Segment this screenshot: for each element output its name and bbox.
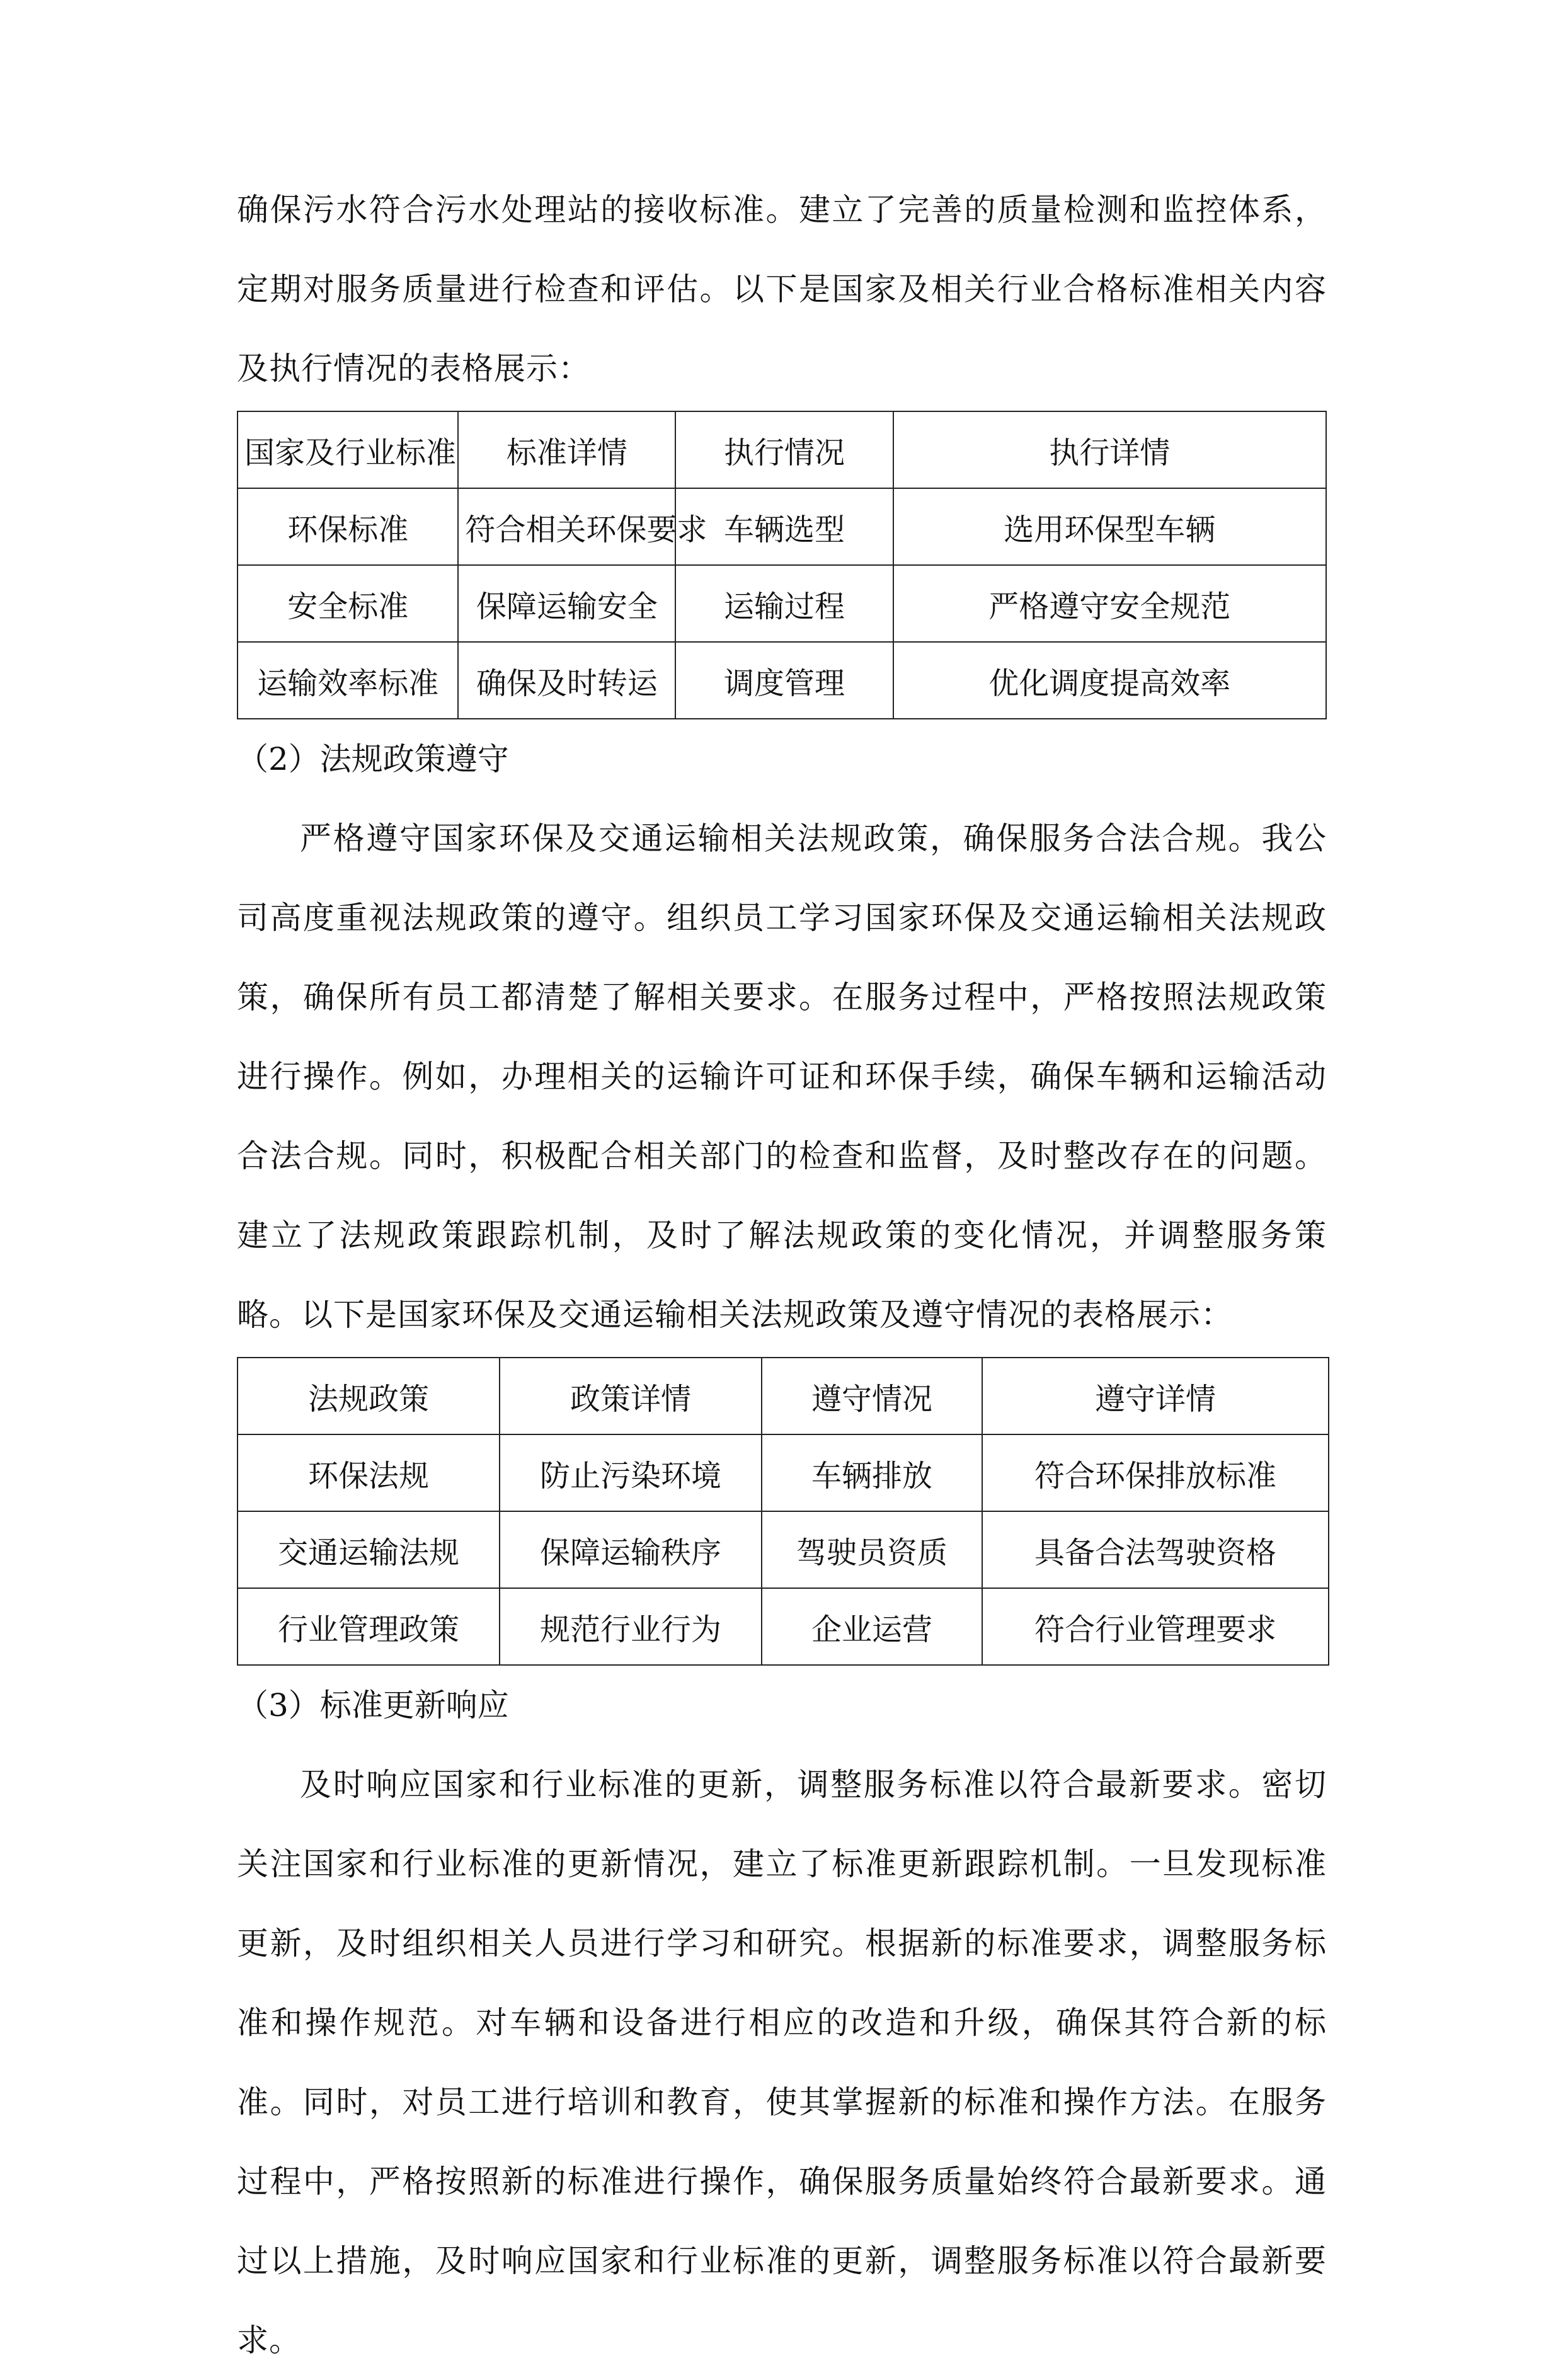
table-cell: 运输过程 [675, 565, 893, 642]
section-heading-standard-updates: （3）标准更新响应 [237, 1687, 509, 1724]
table-cell: 保障运输安全 [458, 565, 675, 642]
table-cell: 符合相关环保要求 [458, 488, 675, 565]
table-row [238, 565, 1326, 642]
table-row [238, 488, 1326, 565]
table-cell: 交通运输法规 [238, 1511, 500, 1588]
table-cell: 车辆选型 [675, 488, 893, 565]
table-cell: 具备合法驾驶资格 [982, 1511, 1329, 1588]
table-cell: 车辆排放 [762, 1434, 982, 1511]
table-cell: 符合行业管理要求 [982, 1588, 1329, 1665]
section-heading-regulations: （2）法规政策遵守 [237, 741, 509, 777]
table-cell: 优化调度提高效率 [893, 642, 1326, 719]
table-header-row [238, 411, 1326, 488]
table-cell: 选用环保型车辆 [893, 488, 1326, 565]
table-cell: 规范行业行为 [500, 1588, 762, 1665]
table-cell: 确保及时转运 [458, 642, 675, 719]
table-cell: 行业管理政策 [238, 1588, 500, 1665]
table-header-cell: 政策详情 [500, 1358, 762, 1434]
table-header-cell: 遵守情况 [762, 1358, 982, 1434]
table-row [238, 1434, 1329, 1511]
table-cell: 符合环保排放标准 [982, 1434, 1329, 1511]
table-cell: 环保标准 [238, 488, 458, 565]
standards-table [237, 411, 1327, 719]
table-cell: 企业运营 [762, 1588, 982, 1665]
table-cell: 保障运输秩序 [500, 1511, 762, 1588]
standard-updates-paragraph: 及时响应国家和行业标准的更新，调整服务标准以符合最新要求。密切关注国家和行业标准的更新情况，建立了标准更新跟踪机制。一旦发现标准更新，及时组织相关人员进行学习和研究。根据新的标准要求，调整服务标准和操作规范。对车辆和设备进行相应的改造和升级，确保其符合新的标准。同时，对员工进行培训和教育，使其掌握新的标准和操作方法。在服务过程中，严格按照新的标准进行操作，确保服务质量始终符合最新要求。通过以上措施，及时响应国家和行业标准的更新，调整服务标准以符合最新要求。 [237, 1766, 1327, 2359]
regulations-paragraph: 严格遵守国家环保及交通运输相关法规政策，确保服务合法合规。我公司高度重视法规政策的遵守。组织员工学习国家环保及交通运输相关法规政策，确保所有员工都清楚了解相关要求。在服务过程中，严格按照法规政策进行操作。例如，办理相关的运输许可证和环保手续，确保车辆和运输活动合法合规。同时，积极配合相关部门的检查和监督，及时整改存在的问题。建立了法规政策跟踪机制，及时了解法规政策的变化情况，并调整服务策略。以下是国家环保及交通运输相关法规政策及遵守情况的表格展示： [237, 820, 1327, 1333]
regulations-table [237, 1357, 1329, 1666]
table-header-cell: 遵守详情 [982, 1358, 1329, 1434]
table-cell: 驾驶员资质 [762, 1511, 982, 1588]
table-header-cell: 国家及行业标准 [238, 411, 458, 488]
table-cell: 环保法规 [238, 1434, 500, 1511]
table-header-cell: 执行详情 [893, 411, 1326, 488]
table-cell: 运输效率标准 [238, 642, 458, 719]
table-cell: 防止污染环境 [500, 1434, 762, 1511]
table-row [238, 1511, 1329, 1588]
intro-paragraph: 确保污水符合污水处理站的接收标准。建立了完善的质量检测和监控体系，定期对服务质量进行检查和评估。以下是国家及相关行业合格标准相关内容及执行情况的表格展示： [237, 192, 1327, 387]
table-row [238, 1588, 1329, 1665]
table-cell: 安全标准 [238, 565, 458, 642]
document-page [237, 170, 1327, 2380]
table-header-row [238, 1358, 1329, 1434]
table-header-cell: 法规政策 [238, 1358, 500, 1434]
table-cell: 调度管理 [675, 642, 893, 719]
table-cell: 严格遵守安全规范 [893, 565, 1326, 642]
table-row [238, 642, 1326, 719]
table-header-cell: 标准详情 [458, 411, 675, 488]
table-header-cell: 执行情况 [675, 411, 893, 488]
